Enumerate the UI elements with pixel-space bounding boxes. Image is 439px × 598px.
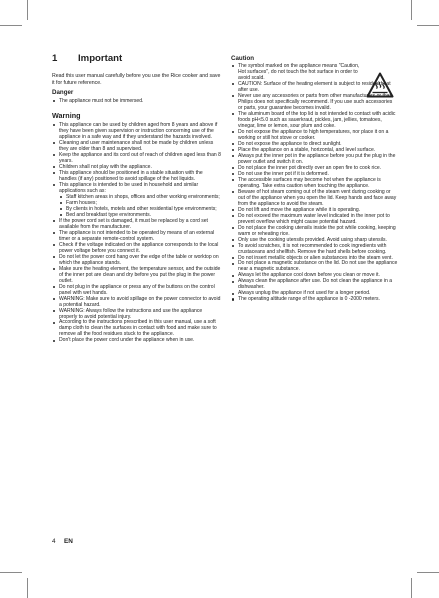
caution-item: Only use the cooking utensils provided. Avoid using sharp utensils. <box>231 237 398 243</box>
warning-subitem: Bed and breakfast type environments. <box>59 212 221 218</box>
warning-list <box>52 122 221 343</box>
caution-item: Do not use the inner pot if it is deformed. <box>231 171 398 177</box>
intro-text: Read this user manual carefully before you use the Rice cooker and save it for future reference. <box>52 73 221 87</box>
warning-item: This appliance is intended to be used in household and similar applications such as: <box>52 182 221 194</box>
section-title: Important <box>78 53 123 64</box>
crop-mark <box>417 25 439 26</box>
caution-item: Do not place the inner pot directly over an open fire to cook rice. <box>231 165 398 171</box>
danger-list <box>52 98 221 104</box>
caution-item: Place the appliance on a stable, horizontal, and level surface. <box>231 147 398 153</box>
crop-mark <box>411 0 412 20</box>
warning-item: This appliance can be used by children aged from 8 years and above if they have been given supervision or instruction concerning use of the appliance in a safe way and if they understand the hazards involved. <box>52 122 221 140</box>
caution-item: Never use any accessories or parts from other manufacturers or that Philips does not specifically recommend. If you use such accessories or parts, your guarantee becomes invalid. <box>231 93 398 111</box>
caution-item: Do not place the cooking utensils inside the pot while cooking, keeping warm or reheating rice. <box>231 225 398 237</box>
warning-item: Do not plug in the appliance or press any of the buttons on the control panel with wet hands. <box>52 284 221 296</box>
crop-mark <box>411 578 412 598</box>
section-number: 1 <box>52 53 58 64</box>
caution-item: The accessible surfaces may become hot when the appliance is operating. Take extra caution when touching the appliance. <box>231 177 398 189</box>
caution-item: Always unplug the appliance if not used for a longer period. <box>231 290 398 296</box>
page-number: 4 <box>52 538 56 545</box>
warning-item: The appliance is not intended to be operated by means of an external timer or a separate remote-control system. <box>52 230 221 242</box>
caution-item: CAUTION: Surface of the heating element is subject to residual heat after use. <box>231 81 398 93</box>
warning-item: Keep the appliance and its cord out of reach of children aged less than 8 years. <box>52 152 221 164</box>
warning-sublist <box>59 194 221 218</box>
caution-item: Do not insert metallic objects or alien substances into the steam vent. <box>231 255 398 261</box>
warning-subitem: Staff kitchen areas in shops, offices and other working environments; <box>59 194 221 200</box>
warning-item: Cleaning and user maintenance shall not be made by children unless they are older than 8 and supervised. <box>52 140 221 152</box>
crop-mark <box>27 578 28 598</box>
caution-item: The aluminum board of the top lid is not intended to contact with acidic foods pH<5.0 such as sauerkraut, pickles, jam, jellies, tomatoes, vinegar, lime or lemon, sour plum and coke. <box>231 111 398 129</box>
caution-item: Do not lift and move the appliance while it is operating. <box>231 207 398 213</box>
caution-item: The symbol marked on the appliance means "Caution, Hot surfaces", do not touch the hot surface in order to avoid scald. <box>231 63 398 81</box>
warning-item: WARNING: Make sure to avoid spillage on the power connector to avoid a potential hazard. <box>52 296 221 308</box>
warning-item: Children shall not play with the appliance. <box>52 164 221 170</box>
caution-item: Always clean the appliance after use. Do not clean the appliance in a dishwasher. <box>231 278 398 290</box>
warning-item: Make sure the heating element, the temperature sensor, and the outside of the inner pot are clean and dry before you put the plug in the power outlet. <box>52 266 221 284</box>
caution-heading: Caution <box>231 55 255 62</box>
danger-item: The appliance must not be immersed. <box>52 98 221 104</box>
danger-heading: Danger <box>52 89 74 96</box>
warning-item: If the power cord set is damaged, it must be replaced by a cord set available from the manufacturer. <box>52 218 221 230</box>
crop-mark <box>0 25 22 26</box>
section-heading <box>52 53 122 64</box>
warning-item: This appliance should be positioned in a stable situation with the handles (if any) positioned to avoid spillage of the hot liquids. <box>52 170 221 182</box>
language-code: EN <box>64 538 73 545</box>
crop-mark <box>417 572 439 573</box>
caution-item: Do not exceed the maximum water level indicated in the inner pot to prevent overflow which might cause potential hazard. <box>231 213 398 225</box>
caution-item: Do not place a magnetic substance on the lid. Do not use the appliance near a magnetic substance. <box>231 260 398 272</box>
crop-mark <box>27 0 28 20</box>
caution-item: Do not expose the appliance to direct sunlight. <box>231 141 398 147</box>
page-footer <box>52 538 73 545</box>
warning-subitem: By clients in hotels, motels and other residential type environments; <box>59 206 221 212</box>
caution-item: The operating altitude range of the appliance is 0 -2000 meters. <box>231 296 398 302</box>
warning-item: WARNING: Always follow the instructions and use the appliance properly to avoid potential injury. <box>52 308 221 320</box>
caution-item: To avoid scratches, it is not recommended to cook ingredients with crustaceans and shellfish. Remove the hard shells before cooking. <box>231 243 398 255</box>
warning-item: Do not let the power cord hang over the edge of the table or worktop on which the appliance stands. <box>52 254 221 266</box>
caution-item: Always put the inner pot in the appliance before you put the plug in the power outlet and switch it on. <box>231 153 398 165</box>
warning-item: According to the instructions prescribed in this user manual, use a soft damp cloth to clean the surfaces in contact with food and make sure to remove all the food residues stuck to the appliance. <box>52 319 221 337</box>
warning-subitem: Farm houses; <box>59 200 221 206</box>
warning-heading: Warning <box>52 111 81 120</box>
caution-item: Always let the appliance cool down before you clean or move it. <box>231 272 398 278</box>
crop-mark <box>0 572 22 573</box>
caution-item: Beware of hot steam coming out of the steam vent during cooking or out of the appliance when you open the lid. Keep hands and face away from the appliance to avoid the steam. <box>231 189 398 207</box>
warning-item: Check if the voltage indicated on the appliance corresponds to the local power voltage before you connect it. <box>52 242 221 254</box>
warning-item: Don't place the power cord under the appliance when in use. <box>52 337 221 343</box>
caution-item: Do not expose the appliance to high temperatures, nor place it on a working or still hot stove or cooker. <box>231 129 398 141</box>
caution-list <box>231 63 398 302</box>
warning-sublist-container <box>52 194 221 218</box>
